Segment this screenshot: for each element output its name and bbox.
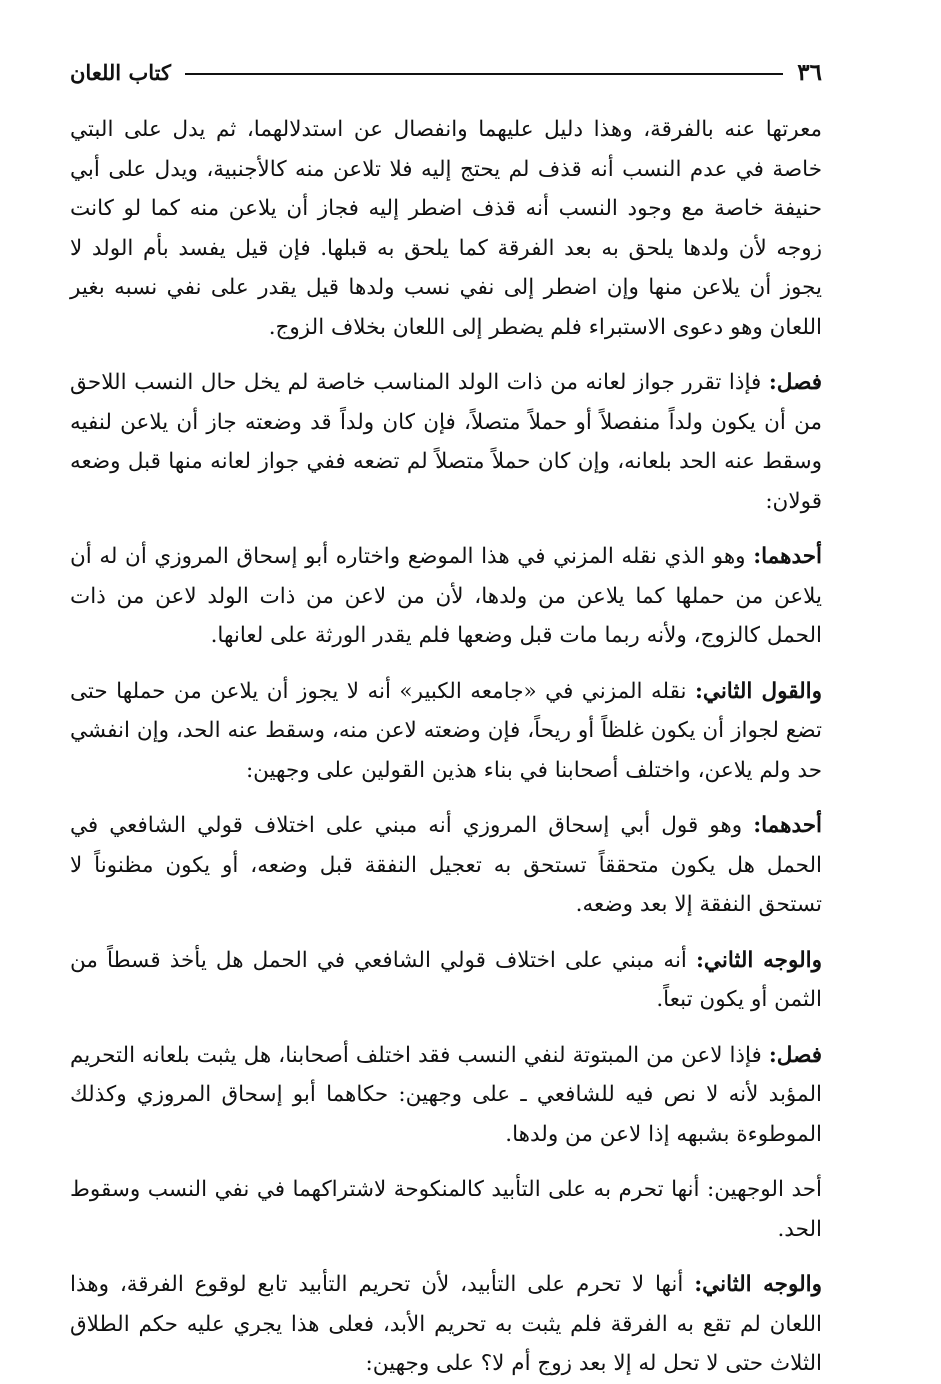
paragraph-lead: فصل: xyxy=(768,370,822,395)
paragraph-lead: والوجه الثاني: xyxy=(696,947,822,973)
paragraph xyxy=(70,1170,822,1249)
paragraph xyxy=(70,1265,822,1384)
paragraph xyxy=(70,806,822,925)
paragraph-text: معرتها عنه بالفرقة، وهذا دليل عليهما وانفصال عن استدلالهما، ثم يدل على البتي خاصة في عدم النسب أنه قذف لم يحتج إليه فلا تلاعن منه كالأجنبية، ويدل على أبي حنيفة خاصة مع وجود النسب أنه قذف اضطر إليه فجاز أن يلاعن منه كما لو كانت زوجه لأن ولدها يلحق به بعد الفرقة كما يلحق به قبلها. فإن قيل يفسد بأم الولد لا يجوز أن يلاعن منها وإن اضطر إلى نفي نسب ولدها قيل يقدر على نفي نسبه بغير اللعان وهو دعوى الاستبراء فلم يضطر إلى اللعان بخلاف الزوج. xyxy=(70,117,822,340)
paragraph-text: فإذا تقرر جواز لعانه من ذات الولد المناسب خاصة لم يخل حال النسب اللاحق من أن يكون ولداً منفصلاً أو حملاً متصلاً، فإن كان ولداً قد وضعته جاز أن يلاعن لنفيه وسقط عنه الحد بلعانه، وإن كان حملاً متصلاً لم تضعه ففي جواز لعانه منها قبل وضعه قولان: xyxy=(70,370,822,514)
paragraph-text: وهو قول أبي إسحاق المروزي أنه مبني على اختلاف قولي الشافعي في الحمل هل يكون متحققاً تستحق به تعجيل النفقة قبل وضعه، أو يكون مظنوناً لا تستحق النفقة إلا بعد وضعه. xyxy=(70,813,822,917)
paragraph-text: وهو الذي نقله المزني في هذا الموضع واختاره أبو إسحاق المروزي أن له أن يلاعن من حملها كما يلاعن من ولدها، لأن من لاعن من ذات الولد لاعن من ذات الحمل كالزوج، ولأنه ربما مات قبل وضعها فلم يقدر الورثة على لعانها. xyxy=(70,544,822,648)
page-header xyxy=(70,52,822,92)
paragraph-text: أنه مبني على اختلاف قولي الشافعي في الحمل هل يأخذ قسطاً من الثمن أو يكون تبعاً. xyxy=(70,947,822,1012)
paragraph-lead: فصل: xyxy=(768,1042,822,1068)
paragraph xyxy=(70,941,822,1020)
paragraph-text: فإذا لاعن من المبتوتة لنفي النسب فقد اختلف أصحابنا، هل يثبت بلعانه التحريم المؤبد لأنه لا نص فيه للشافعي ـ على وجهين: حكاهما أبو إسحاق المروزي وكذلك الموطوءة بشبهه إذا لاعن من ولدها. xyxy=(70,1042,822,1147)
paragraph-text: أحد الوجهين: أنها تحرم به على التأبيد كالمنكوحة لاشتراكهما في نفي النسب وسقوط الحد. xyxy=(70,1177,822,1242)
paragraph xyxy=(70,110,822,347)
header-rule xyxy=(185,73,783,75)
paragraph xyxy=(70,363,822,521)
paragraph xyxy=(70,537,822,656)
paragraph-lead: والقول الثاني: xyxy=(694,678,822,704)
paragraph xyxy=(70,1036,822,1155)
body-text xyxy=(70,110,822,1384)
page-number: ٣٦ xyxy=(797,58,822,86)
book-page xyxy=(70,52,822,1376)
paragraph-text: أنها لا تحرم على التأبيد، لأن تحريم التأبيد تابع لوقوع الفرقة، وهذا اللعان لم تقع به الفرقة فلم يثبت به تحريم الأبد، فعلى هذا يجري عليه حكم الطلاق الثلاث حتى لا تحل له إلا بعد زوج أم لا؟ على وجهين: xyxy=(70,1272,822,1376)
paragraph-lead: أحدهما: xyxy=(753,544,822,569)
paragraph-lead: أحدهما: xyxy=(753,813,822,838)
paragraph-text: نقله المزني في «جامعه الكبير» أنه لا يجوز أن يلاعن من حملها حتى تضع لجواز أن يكون غلظاً أو ريحاً، فإن وضعته لاعن منه، وسقط عنه الحد، وإن انفشي حد ولم يلاعن، واختلف أصحابنا في بناء هذين القولين على وجهين: xyxy=(70,678,822,783)
paragraph-lead: والوجه الثاني: xyxy=(694,1272,822,1297)
paragraph xyxy=(70,672,822,791)
running-title: كتاب اللعان xyxy=(70,59,171,85)
